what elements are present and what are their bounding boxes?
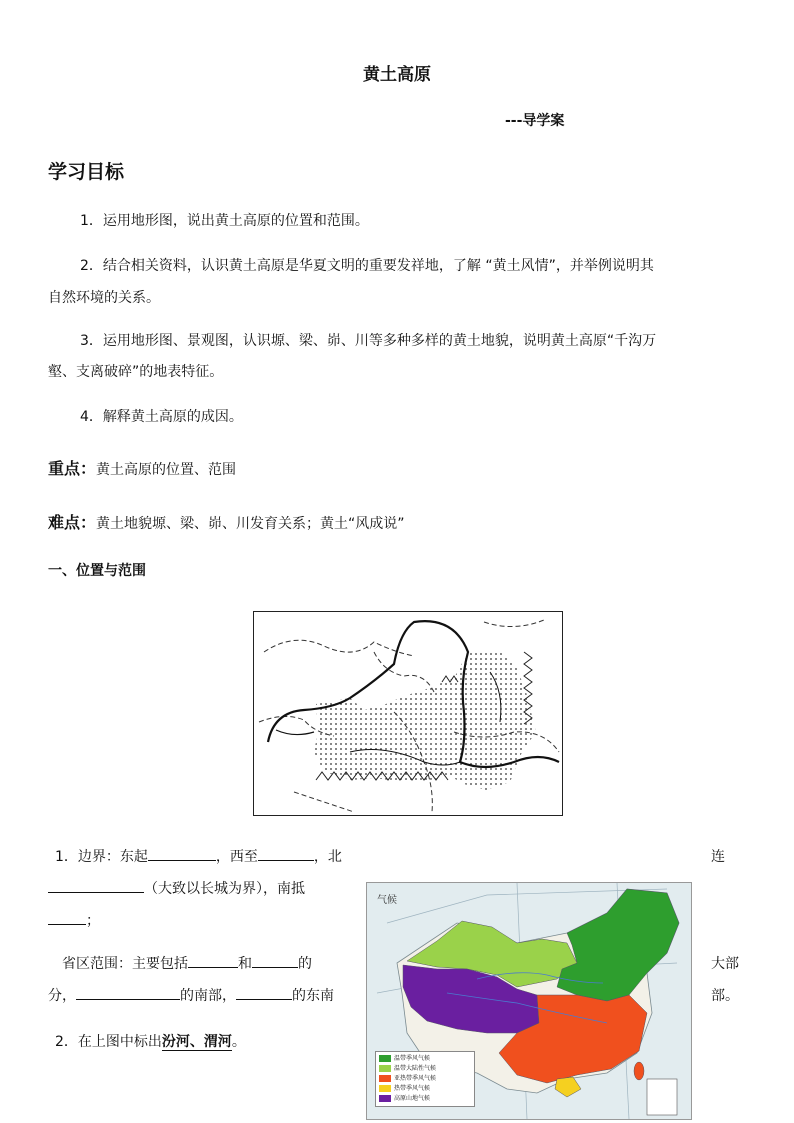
objectives-heading: 学习目标	[48, 161, 125, 183]
objective-4: 4．解释黄土高原的成因。	[80, 409, 243, 425]
loess-plateau-map	[253, 611, 563, 816]
difficulty-text: 黄土地貌塬、梁、峁、川发育关系；黄土“风成说”	[96, 516, 405, 532]
legend-item	[379, 1054, 471, 1064]
south-blank[interactable]	[48, 910, 86, 925]
province-end: 部。	[711, 988, 739, 1004]
province-blank-1[interactable]	[188, 953, 238, 968]
difficulty-label: 难点：	[48, 513, 97, 532]
east-blank[interactable]	[148, 846, 216, 861]
section-heading: 一、位置与范围	[48, 563, 146, 579]
objective-2: 2．结合相关资料，认识黄土高原是华夏文明的重要发祥地，了解 “黄土风情”，并举例说明其	[80, 258, 654, 274]
q1-south-label: （大致以长城为界），南抵	[144, 881, 305, 897]
objective-1: 1．运用地形图，说出黄土高原的位置和范围。	[80, 213, 369, 229]
q1-line1	[55, 846, 342, 866]
legend-label: 温带大陆性气候	[394, 1065, 437, 1072]
legend-label: 温带季风气候	[394, 1055, 431, 1062]
q1-connect: 连	[711, 849, 725, 865]
page-title: 黄土高原	[363, 65, 431, 85]
legend-item	[379, 1064, 471, 1074]
legend-item	[379, 1094, 471, 1104]
climate-map	[366, 882, 692, 1120]
climate-map-title: 气候	[377, 895, 397, 906]
province-most: 大部	[711, 956, 739, 972]
key-point	[48, 456, 236, 479]
q2	[55, 1031, 246, 1051]
q1-west-label: ，西至	[215, 849, 258, 865]
province-southeast: 的东南	[292, 988, 334, 1004]
legend-item	[379, 1074, 471, 1084]
q2-label: 2．在上图中标出	[55, 1034, 162, 1050]
province-blank-3[interactable]	[76, 985, 180, 1000]
q1-line2	[48, 878, 305, 898]
west-blank[interactable]	[258, 846, 314, 861]
loess-map-svg	[254, 612, 562, 815]
province-and: 和	[238, 956, 252, 972]
q1-east-label: 1．边界：东起	[55, 849, 148, 865]
province-blank-2[interactable]	[252, 953, 298, 968]
climate-legend	[375, 1051, 475, 1107]
key-text: 黄土高原的位置、范围	[96, 462, 237, 478]
north-blank[interactable]	[48, 878, 144, 893]
objective-2-cont: 自然环境的关系。	[48, 290, 160, 306]
objective-3: 3．运用地形图、景观图，认识塬、梁、峁、川等多种多样的黄土地貌，说明黄土高原“千沟万	[80, 333, 657, 349]
province-line2	[48, 985, 334, 1005]
key-label: 重点：	[48, 459, 97, 478]
difficulty-point	[48, 510, 405, 533]
page-subtitle: ---导学案	[505, 113, 565, 129]
legend-item	[379, 1084, 471, 1094]
legend-label: 亚热带季风气候	[394, 1075, 437, 1082]
province-blank-4[interactable]	[236, 985, 292, 1000]
legend-label: 热带季风气候	[394, 1085, 431, 1092]
q1-north-label: ，北	[313, 849, 342, 865]
q2-rivers: 汾河、渭河	[161, 1034, 232, 1050]
province-of: 的	[298, 956, 312, 972]
q1-line3	[48, 910, 100, 930]
province-part: 分，	[48, 988, 76, 1004]
province-line1	[62, 953, 312, 973]
q2-end: 。	[231, 1034, 246, 1050]
province-label: 省区范围：主要包括	[62, 956, 188, 972]
q1-end: ；	[86, 913, 100, 929]
legend-label: 高原山地气候	[394, 1095, 431, 1102]
province-south: 的南部，	[180, 988, 236, 1004]
objective-3-cont: 壑、支离破碎”的地表特征。	[48, 364, 224, 380]
